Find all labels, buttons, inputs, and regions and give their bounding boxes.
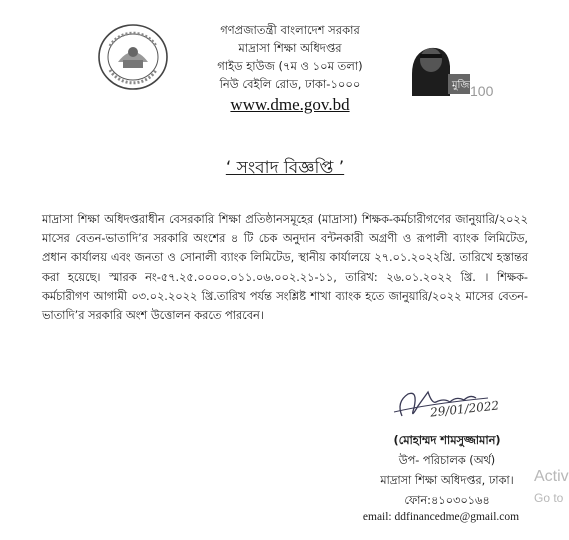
govt-logo — [96, 22, 170, 92]
svg-text:মুজিব: মুজিব — [452, 80, 475, 91]
signatory-phone: ফোন:৪১০৩০১৬৪ — [404, 494, 490, 507]
signatory-name: (মোহাম্মদ শামসুজ্জামান) — [393, 434, 501, 447]
notice-body: মাদ্রাসা শিক্ষা অধিদপ্তরাধীন বেসরকারি শিক্ষা প্রতিষ্ঠানসমূহের (মাদ্রাসা) শিক্ষক-কর্মচারীগণের জানুয়ারি/২০২২ মাসের বেতন-ভাতাদি’র সরকারি অংশের ৪ টি চেক অনুদান বন্টনকারী অগ্রণী ও রূপালী ব্যাংক লিমিটেড, প্রধান কার্যালয় এবং জনতা ও সোনালী ব্যাংক লিমিটেড, স্থানীয় কার্যালয়ে ২৭.০১.২০২২খ্রি. তারিখে হস্তান্তর করা হয়েছে। স্মারক নং-৫৭.২৫.০০০০.০১১.০৬.০০২.২১-১১, তারিখ: ২৬.০১.২০২২ খ্রি. । শিক্ষক-কর্মচারীগণ আগামী ০৩.০২.২০২২ খ্রি.তারিখ পর্যন্ত সংশ্লিষ্ট শাখা ব্যাংক হতে জানুয়ারি/২০২২ মাসের বেতন-ভাতাদি’র সরকারি অংশ উত্তোলন করতে পারবেন। — [42, 213, 528, 323]
signature-date: 29/01/2022 — [429, 398, 500, 420]
activation-watermark-hint: Go to — [534, 491, 564, 505]
website-link[interactable]: www.dme.gov.bd — [230, 95, 350, 114]
header-office-name: মাদ্রাসা শিক্ষা অধিদপ্তর — [238, 41, 342, 55]
header-building: গাইড হাউজ (৭ম ও ১০ম তলা) — [217, 59, 363, 73]
signatory-designation: উপ- পরিচালক (অর্থ) — [398, 454, 496, 467]
activation-watermark-title: Activ — [534, 468, 569, 485]
signatory-email[interactable]: email: ddfinancedme@gmail.com — [362, 511, 520, 523]
notice-title: ‘ সংবাদ বিজ্ঞপ্তি ’ — [225, 158, 345, 178]
header-address: নিউ বেইলি রোড, ঢাকা-১০০০ — [219, 77, 361, 91]
header-govt-name: গণপ্রজাতন্ত্রী বাংলাদেশ সরকার — [220, 23, 360, 37]
portrait-logo — [404, 34, 494, 100]
svg-text:100: 100 — [470, 83, 494, 99]
signatory-office: মাদ্রাসা শিক্ষা অধিদপ্তর, ঢাকা। — [380, 474, 514, 487]
